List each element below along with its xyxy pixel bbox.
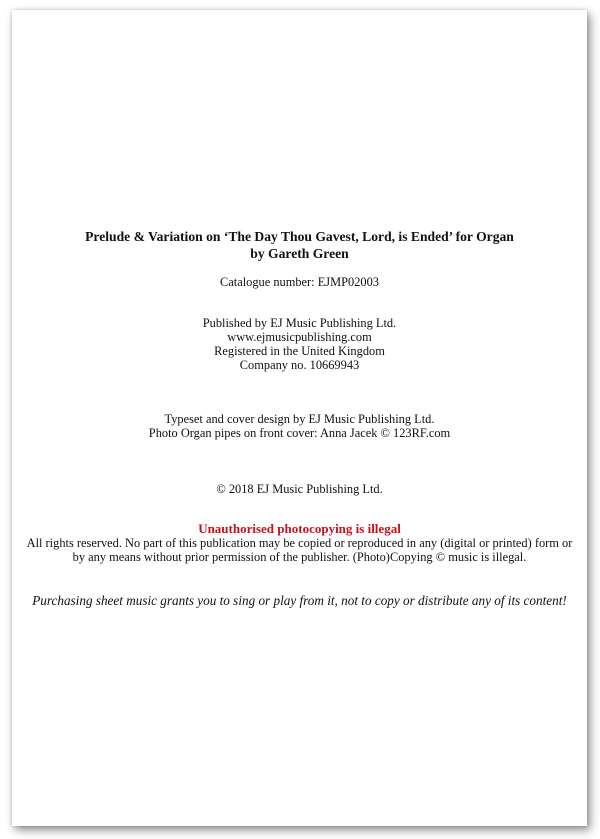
piece-title: Prelude & Variation on ‘The Day Thou Gavest, Lord, is Ended’ for Organ — [85, 229, 514, 244]
publisher-name: Published by EJ Music Publishing Ltd. — [202, 316, 397, 330]
notice-heading: Unauthorised photocopying is illegal — [198, 521, 401, 536]
company-number: Company no. 10669943 — [239, 358, 360, 372]
title-block — [12, 228, 587, 262]
publisher-website: www.ejmusicpublishing.com — [227, 330, 372, 344]
permission-line: by any means without prior permission of the publisher. (Photo)Copying © music is illegal. — [72, 550, 527, 564]
composer-line: by Gareth Green — [250, 246, 349, 261]
registration-country: Registered in the United Kingdom — [214, 344, 385, 358]
copyright-line: © 2018 EJ Music Publishing Ltd. — [216, 482, 383, 496]
photo-credit: Photo Organ pipes on front cover: Anna Jacek © 123RF.com — [148, 426, 451, 440]
purchase-note: Purchasing sheet music grants you to sing or play from it, not to copy or distribute any of its content! — [32, 593, 567, 608]
typeset-credit: Typeset and cover design by EJ Music Publishing Ltd. — [164, 412, 435, 426]
publisher-info — [12, 316, 587, 372]
rights-reserved-line: All rights reserved. No part of this publication may be copied or reproduced in any (digital or printed) form or — [26, 536, 573, 550]
credits-info — [12, 412, 587, 440]
catalogue-number: Catalogue number: EJMP02003 — [220, 275, 379, 289]
copy-notice — [12, 522, 587, 564]
document-page — [12, 10, 587, 826]
